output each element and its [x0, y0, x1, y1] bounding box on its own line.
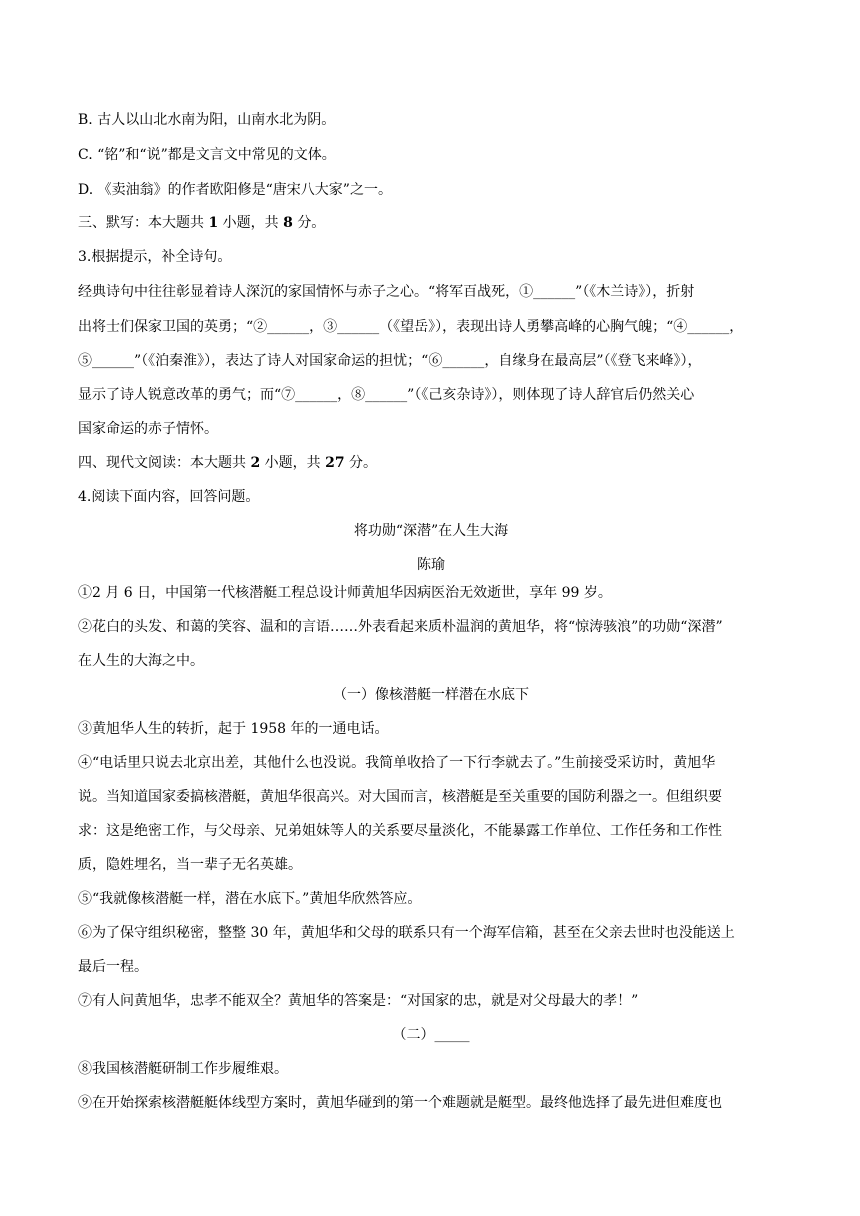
article-paragraph: 在人生的大海之中。: [78, 653, 204, 669]
question-3-prompt: 3.根据提示，补全诗句。: [78, 249, 232, 265]
section-3-heading: 三、默写：本大题共 1 小题，共 8 分。: [78, 215, 326, 231]
article-author: 陈瑜: [417, 557, 445, 573]
article-paragraph: 质，隐姓埋名，当一辈子无名英雄。: [78, 857, 302, 873]
article-paragraph: ②花白的头发、和蔼的笑容、温和的言语……外表看起来质朴温润的黄旭华，将“惊涛骇浪”的功勋“深潜”: [78, 619, 723, 635]
article-paragraph: ⑥为了保守组织秘密，整整 30 年，黄旭华和父母的联系只有一个海军信箱，甚至在父亲去世时也没能送上: [78, 925, 735, 941]
option-b: B. 古人以山北水南为阳，山南水北为阴。: [78, 112, 336, 128]
poem-paragraph-line: 经典诗句中往往彰显着诗人深沉的家国情怀与赤子之心。“将军百战死，①______”（《木兰诗》），折射: [78, 284, 695, 300]
article-paragraph: ③黄旭华人生的转折，起于 1958 年的一通电话。: [78, 721, 389, 737]
article-paragraph: 求：这是绝密工作，与父母亲、兄弟姐妹等人的关系要尽量淡化，不能暴露工作单位、工作任务和工作性: [78, 823, 722, 839]
article-paragraph: ⑤“我就像核潜艇一样，潜在水底下。”黄旭华欣然答应。: [78, 891, 422, 907]
article-title: 将功勋“深潜”在人生大海: [353, 523, 509, 539]
poem-paragraph-line: 国家命运的赤子情怀。: [78, 421, 218, 437]
article-paragraph: 说。当知道国家委搞核潜艇，黄旭华很高兴。对大国而言，核潜艇是至关重要的国防利器之一。但组织要: [78, 789, 722, 805]
article-paragraph: ⑧我国核潜艇研制工作步履维艰。: [78, 1061, 288, 1077]
article-paragraph: ⑨在开始探索核潜艇艇体线型方案时，黄旭华碰到的第一个难题就是艇型。最终他选择了最先进但难度也: [78, 1095, 722, 1111]
question-4-prompt: 4.阅读下面内容，回答问题。: [78, 489, 260, 505]
article-paragraph: ⑦有人问黄旭华，忠孝不能双全？黄旭华的答案是：“对国家的忠，就是对父母最大的孝！”: [78, 993, 639, 1009]
poem-paragraph-line: 出将士们保家卫国的英勇；“②______，③______（《望岳》），表现出诗人勇攀高峰的心胸气魄；“④______，: [78, 319, 744, 335]
article-paragraph: ①2 月 6 日，中国第一代核潜艇工程总设计师黄旭华因病医治无效逝世，享年 99 岁。: [78, 585, 612, 601]
article-subtitle: （二）_____: [392, 1027, 470, 1043]
option-c: C. “铭”和“说”都是文言文中常见的文体。: [78, 147, 336, 163]
article-subtitle: （一）像核潜艇一样潜在水底下: [333, 687, 529, 703]
article-paragraph: 最后一程。: [78, 959, 148, 975]
poem-paragraph-line: 显示了诗人锐意改革的勇气；而“⑦______，⑧______”（《己亥杂诗》），则体现了诗人辞官后仍然关心: [78, 387, 695, 403]
article-paragraph: ④“电话里只说去北京出差，其他什么也没说。我简单收拾了一下行李就去了。”生前接受采访时，黄旭华: [78, 755, 716, 771]
poem-paragraph-line: ⑤______”（《泊秦淮》），表达了诗人对国家命运的担忧；“⑥______，自缘身在最高层”（《登飞来峰》），: [78, 353, 702, 369]
section-4-heading: 四、现代文阅读：本大题共 2 小题，共 27 分。: [78, 455, 378, 471]
option-d: D. 《卖油翁》的作者欧阳修是“唐宋八大家”之一。: [78, 182, 392, 198]
